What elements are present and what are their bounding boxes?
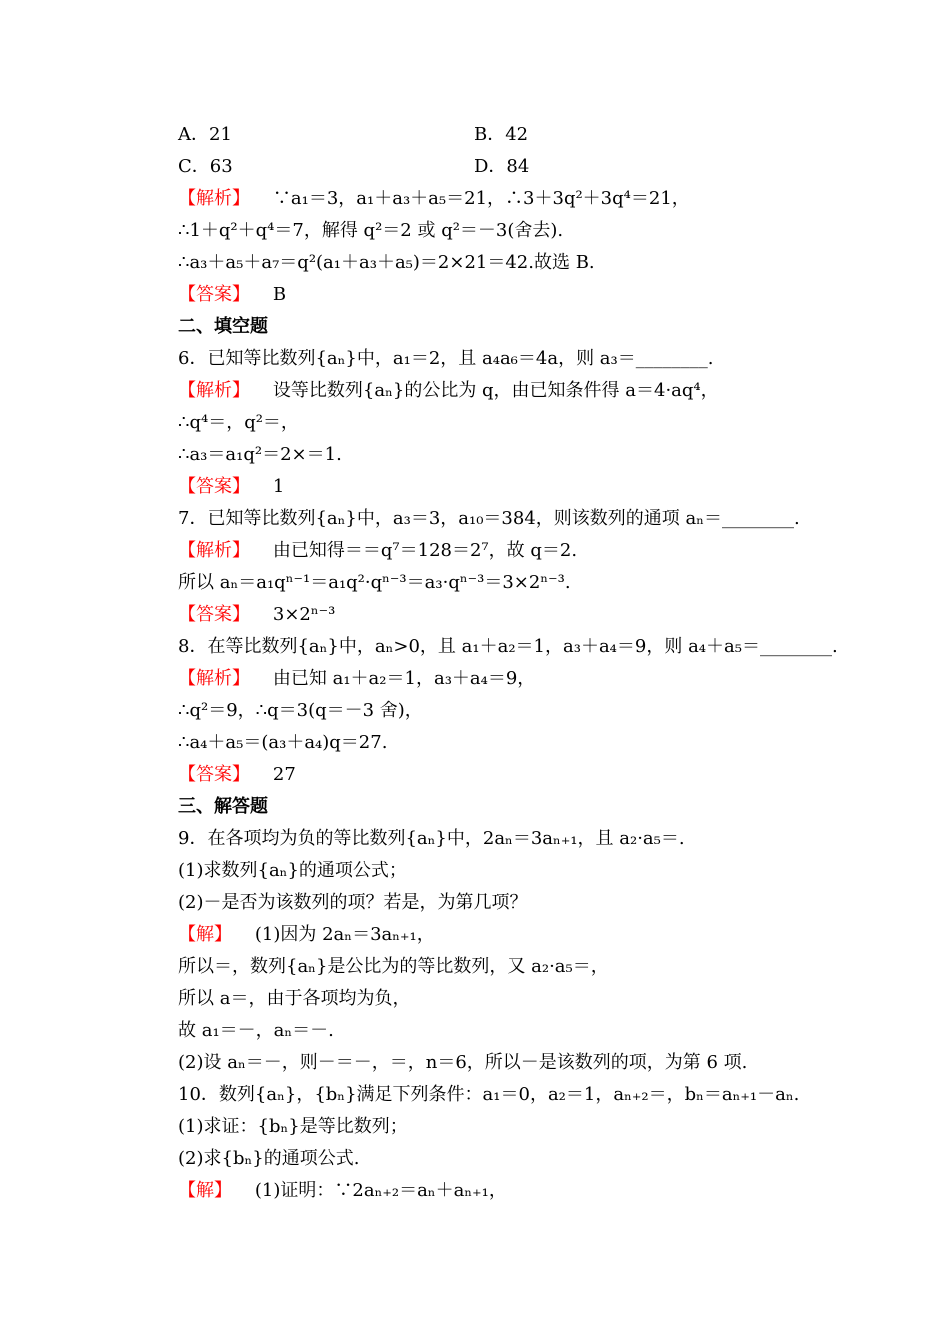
q9-part2: (2)－是否为该数列的项？若是，为第几项？ [178,892,528,913]
option-row-ab [178,119,878,151]
option-c: C．63 [178,156,233,177]
q7-analysis-line1 [178,535,878,567]
q8-analysis-line3: ∴a₄＋a₅＝(a₃＋a₄)q＝27. [178,732,388,753]
q6-analysis-line2: ∴q⁴＝，q²＝， [178,412,299,433]
answer-tag: 【答案】 [178,604,250,625]
option-b: B．42 [474,124,529,145]
q6-question: 6．已知等比数列{aₙ}中，a₁＝2，且 a₄a₆＝4a，则 a₃＝________. [178,348,714,369]
answer-text: 1 [272,476,285,497]
q9-solution-line1 [178,919,878,951]
analysis-tag: 【解析】 [178,540,250,561]
q6-answer-line [178,471,878,503]
analysis-text: 由已知得＝＝q⁷＝128＝2⁷，故 q＝2. [272,540,578,561]
q9-solution-line3: 所以 a＝，由于各项均为负， [178,988,411,1009]
q5-analysis-line1 [178,183,878,215]
solution-tag: 【解】 [178,1180,232,1201]
answer-tag: 【答案】 [178,476,250,497]
q5-analysis-line3: ∴a₃＋a₅＋a₇＝q²(a₁＋a₃＋a₅)＝2×21＝42.故选 B. [178,252,595,273]
q10-part2: (2)求{bₙ}的通项公式. [178,1148,360,1169]
answer-text: B [272,284,287,305]
analysis-tag: 【解析】 [178,668,250,689]
answer-text: 27 [272,764,296,785]
q8-question: 8．在等比数列{aₙ}中，aₙ>0，且 a₁＋a₂＝1，a₃＋a₄＝9，则 a₄＋a₅＝________. [178,636,838,657]
q9-solution-line4: 故 a₁＝－，aₙ＝－. [178,1020,334,1041]
option-d: D．84 [474,156,530,177]
q9-part1: (1)求数列{aₙ}的通项公式； [178,860,407,881]
analysis-tag: 【解析】 [178,380,250,401]
q6-analysis-line3: ∴a₃＝a₁q²＝2×＝1. [178,444,342,465]
q8-answer-line [178,759,878,791]
q9-question: 9．在各项均为负的等比数列{aₙ}中，2aₙ＝3aₙ₊₁，且 a₂·a₅＝. [178,828,685,849]
q6-analysis-line1 [178,375,878,407]
solution-text: (1)证明：∵2aₙ₊₂＝aₙ＋aₙ₊₁， [254,1180,507,1201]
analysis-tag: 【解析】 [178,188,250,209]
answer-tag: 【答案】 [178,764,250,785]
q7-question: 7．已知等比数列{aₙ}中，a₃＝3，a₁₀＝384，则该数列的通项 aₙ＝________. [178,508,800,529]
solution-tag: 【解】 [178,924,232,945]
q7-answer-line [178,599,878,631]
q9-solution-line2: 所以＝，数列{aₙ}是公比为的等比数列，又 a₂·a₅＝， [178,956,609,977]
q5-analysis-line2: ∴1＋q²＋q⁴＝7，解得 q²＝2 或 q²＝－3(舍去). [178,220,564,241]
q8-analysis-line1 [178,663,878,695]
analysis-text: 设等比数列{aₙ}的公比为 q，由已知条件得 a＝4·aq⁴， [272,380,719,401]
q5-answer-line [178,279,878,311]
solution-text: (1)因为 2aₙ＝3aₙ₊₁， [254,924,435,945]
q10-question: 10．数列{aₙ}，{bₙ}满足下列条件：a₁＝0，a₂＝1，aₙ₊₂＝，bₙ＝aₙ₊₁－aₙ. [178,1084,800,1105]
section-heading-fill-in: 二、填空题 [178,316,268,337]
q10-solution-line1 [178,1175,878,1207]
option-row-cd [178,151,878,183]
option-a: A．21 [178,124,232,145]
q10-part1: (1)求证：{bₙ}是等比数列； [178,1116,408,1137]
analysis-text: 由已知 a₁＋a₂＝1，a₃＋a₄＝9， [272,668,536,689]
q7-analysis-line2: 所以 aₙ＝a₁qⁿ⁻¹＝a₁q²·qⁿ⁻³＝a₃·qⁿ⁻³＝3×2ⁿ⁻³. [178,572,571,593]
analysis-text: ∵a₁＝3，a₁＋a₃＋a₅＝21，∴3＋3q²＋3q⁴＝21， [272,188,690,209]
answer-tag: 【答案】 [178,284,250,305]
q8-analysis-line2: ∴q²＝9，∴q＝3(q＝－3 舍)， [178,700,423,721]
section-heading-solve: 三、解答题 [178,796,268,817]
q9-solution-line5: (2)设 aₙ＝－，则－＝－，＝，n＝6，所以－是该数列的项，为第 6 项. [178,1052,748,1073]
answer-text: 3×2ⁿ⁻³ [272,604,336,625]
